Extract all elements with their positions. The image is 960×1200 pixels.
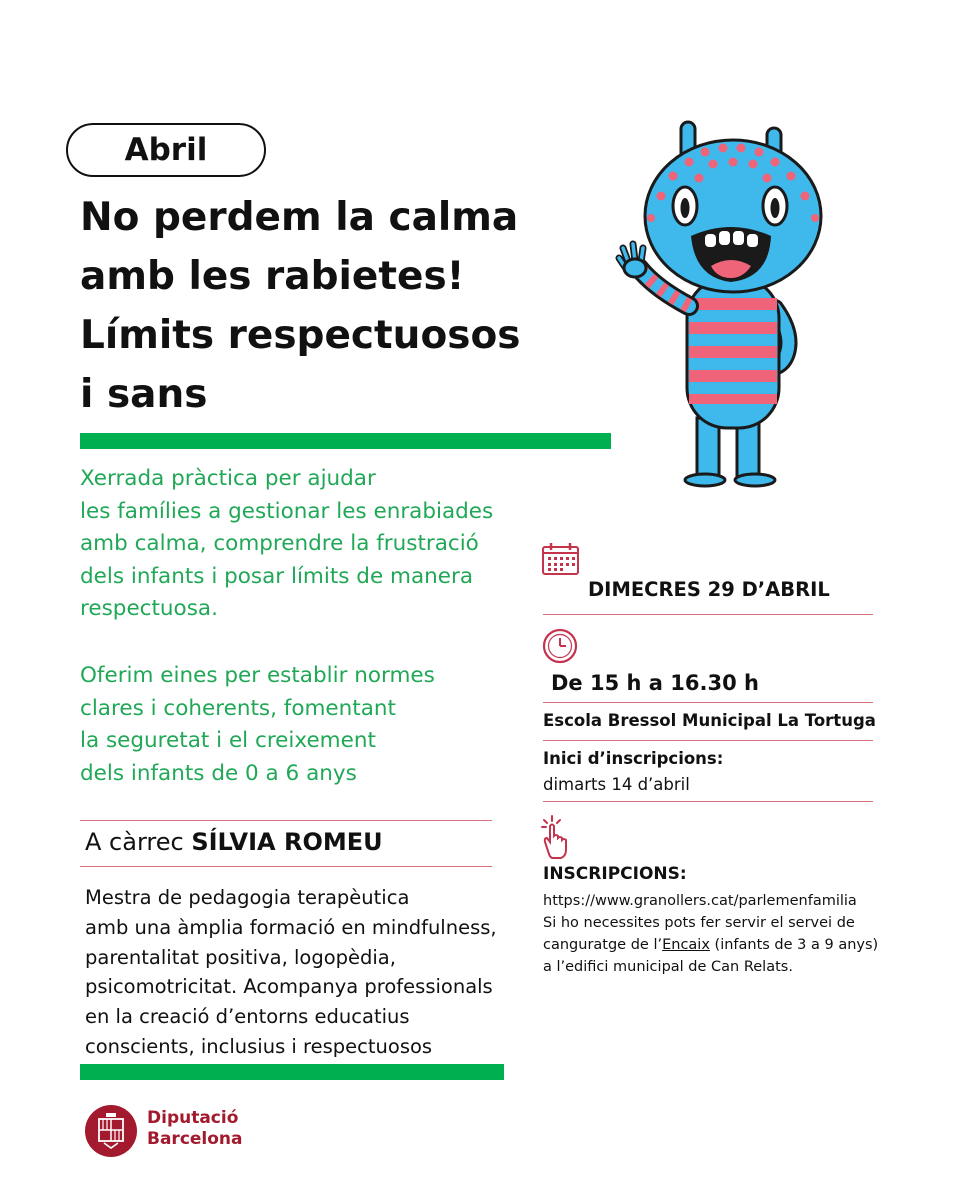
bio-line: Mestra de pedagogia terapèutica <box>85 886 410 909</box>
encaix-link[interactable]: Encaix <box>662 937 710 953</box>
registrations-title: INSCRIPCIONS: <box>543 864 687 884</box>
clock-icon <box>542 628 578 664</box>
description-line: la seguretat i el creixement <box>80 728 376 753</box>
title-line: No perdem la calma <box>80 195 519 240</box>
description-line: dels infants i posar límits de manera <box>80 563 474 589</box>
logo-line: Diputació <box>147 1108 239 1128</box>
speaker-rule-top <box>80 820 492 821</box>
event-title <box>80 188 620 424</box>
date-rule <box>543 614 873 615</box>
description-line: dels infants de 0 a 6 anys <box>80 760 357 786</box>
diputacio-shield-icon <box>84 1104 138 1158</box>
registrations-line: a l’edifici municipal de Can Relats. <box>543 959 793 975</box>
title-divider <box>80 433 611 449</box>
registrations-url[interactable]: https://www.granollers.cat/parlemenfamilia <box>543 893 857 909</box>
bio-line: conscients, inclusius i respectuosos <box>85 1034 433 1058</box>
registrations-text: (infants de 3 a 9 anys) <box>709 937 879 953</box>
title-line: Límits respectuosos <box>80 313 521 358</box>
monster-mascot-illustration <box>615 118 825 490</box>
speaker-name: SÍLVIA ROMEU <box>191 828 383 856</box>
description-line: Xerrada pràctica per ajudar <box>80 466 376 491</box>
description-line: respectuosa. <box>80 596 218 621</box>
description-intro <box>80 463 493 626</box>
event-date: DIMECRES 29 D’ABRIL <box>588 578 830 601</box>
description-tools <box>80 660 435 790</box>
speaker-line <box>85 828 383 856</box>
title-line: i sans <box>80 372 208 417</box>
registration-rule <box>543 801 873 802</box>
tap-hand-icon <box>540 814 576 860</box>
time-rule <box>543 702 873 703</box>
bio-divider <box>80 1064 504 1080</box>
bio-line: psicomotricitat. Acompanya professionals <box>85 975 493 999</box>
event-time: De 15 h a 16.30 h <box>551 671 759 695</box>
bio-line: amb una àmplia formació en mindfulness, <box>85 915 497 939</box>
month-label: Abril <box>124 132 208 168</box>
title-line: amb les rabietes! <box>80 254 465 299</box>
place-rule <box>543 740 873 741</box>
registration-start-label: Inici d’inscripcions: <box>543 749 724 768</box>
speaker-rule-bottom <box>80 866 492 867</box>
registrations-text: canguratge de l’ <box>543 937 663 953</box>
event-place: Escola Bressol Municipal La Tortuga <box>543 711 876 730</box>
registrations-body <box>543 890 878 978</box>
registrations-line: Si ho necessites pots fer servir el servei de <box>543 915 855 931</box>
description-line: amb calma, comprendre la frustració <box>80 531 479 556</box>
registration-start-date: dimarts 14 d’abril <box>543 775 690 794</box>
description-line: les famílies a gestionar les enrabiades <box>80 498 494 524</box>
speaker-bio <box>85 883 497 1062</box>
registrations-line <box>543 934 878 956</box>
description-line: clares i coherents, fomentant <box>80 695 396 721</box>
bio-line: en la creació d’entorns educatius <box>85 1005 410 1029</box>
month-badge <box>66 123 266 177</box>
logo-wordmark <box>147 1108 243 1150</box>
calendar-icon <box>541 542 581 576</box>
description-line: Oferim eines per establir normes <box>80 663 435 688</box>
bio-line: parentalitat positiva, logopèdia, <box>85 945 396 969</box>
logo-line: Barcelona <box>147 1129 243 1149</box>
speaker-prefix: A càrrec <box>85 828 192 856</box>
